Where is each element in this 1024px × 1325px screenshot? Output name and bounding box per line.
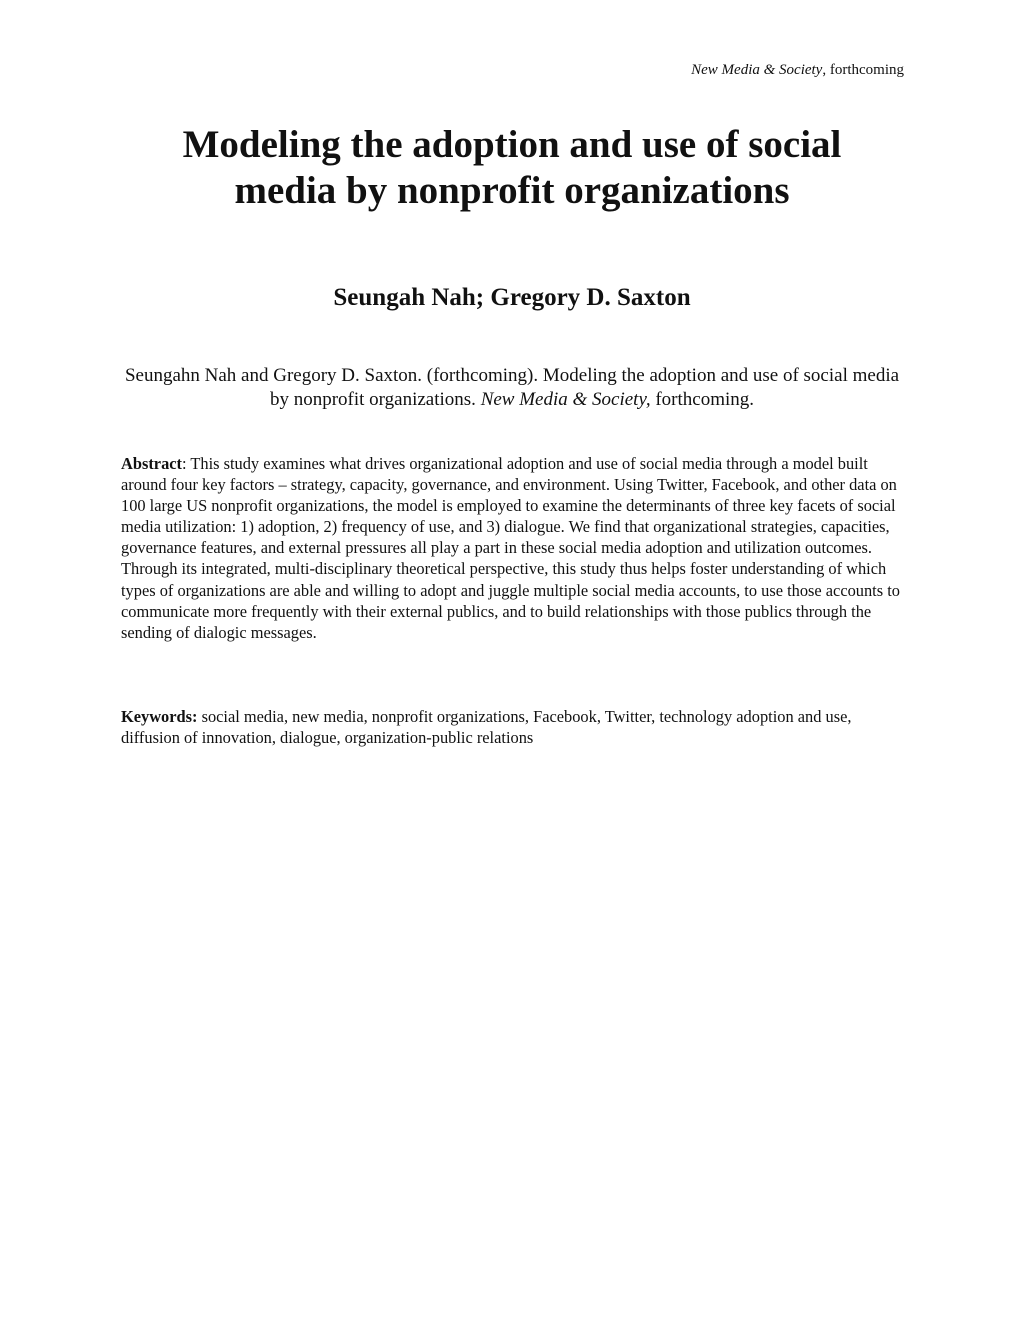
running-header	[691, 60, 904, 80]
abstract-text: : This study examines what drives organizational adoption and use of social media through a model built around four key factors – strategy, capacity, governance, and environment. Using Twitter, Facebook, and other data on 100 large US nonprofit organizations, the model is employed to examine the determinants of three key facets of social media utilization: 1) adoption, 2) frequency of use, and 3) dialogue. We find that organizational strategies, capacities, governance features, and external pressures all play a part in these social media adoption and utilization outcomes. Through its integrated, multi-disciplinary theoretical perspective, this study thus helps foster understanding of which types of organizations are able and willing to adopt and juggle multiple social media accounts, to use those accounts to communicate more frequently with their external publics, and to build relationships with those publics through the sending of dialogic messages.	[121, 454, 900, 642]
header-journal-name: New Media & Society	[691, 62, 823, 78]
abstract	[121, 453, 903, 643]
citation-journal: New Media & Society,	[480, 389, 651, 410]
keywords-label: Keywords:	[121, 707, 198, 726]
abstract-label: Abstract	[121, 454, 182, 473]
keywords	[121, 706, 903, 748]
paper-authors: Seungah Nah; Gregory D. Saxton	[333, 284, 691, 311]
citation-suffix: forthcoming.	[650, 389, 755, 410]
header-status: , forthcoming	[822, 62, 904, 78]
paper-title: Modeling the adoption and use of social media by nonprofit organizations	[182, 123, 842, 212]
keywords-text: social media, new media, nonprofit organizations, Facebook, Twitter, technology adoption and use, diffusion of innovation, dialogue, organization-public relations	[121, 707, 852, 748]
citation	[120, 364, 904, 412]
citation-text: Seungahn Nah and Gregory D. Saxton. (forthcoming). Modeling the adoption and use of social media by nonprofit organizations.	[124, 365, 900, 410]
